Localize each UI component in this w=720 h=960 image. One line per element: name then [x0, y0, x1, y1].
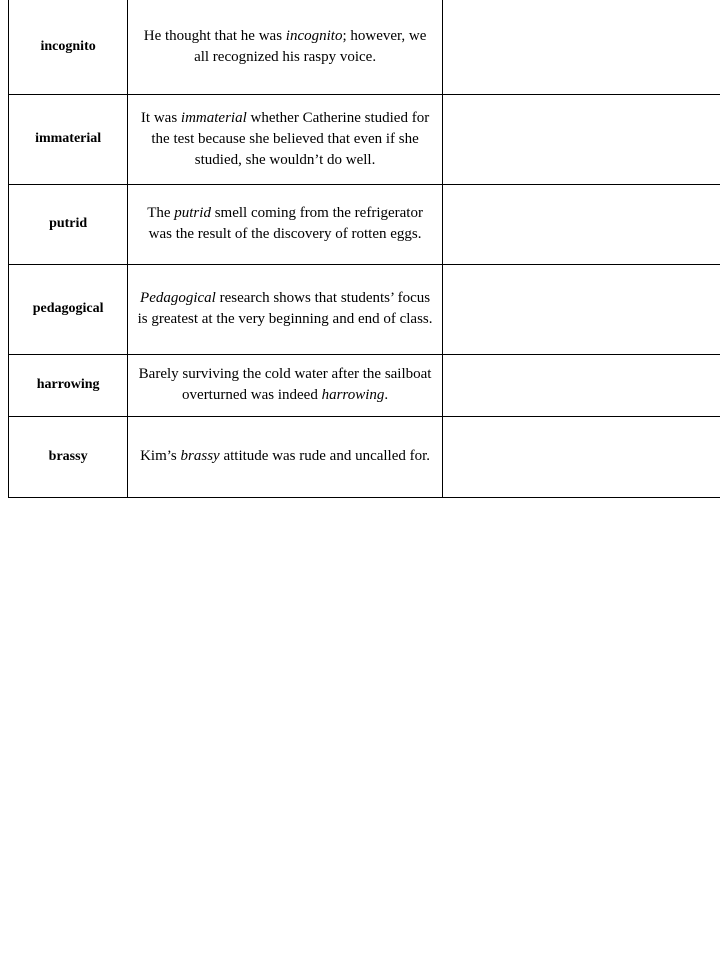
vocab-word-in-sentence: harrowing — [321, 387, 385, 403]
vocab-word-in-sentence: immaterial — [180, 109, 247, 126]
vocab-word-in-sentence: incognito — [285, 27, 343, 44]
example-sentence: Barely surviving the cold water after the sailboat overturned was indeed harrowing. — [128, 354, 443, 416]
table-row — [9, 94, 720, 184]
vocabulary-table — [8, 0, 720, 498]
vocab-word: incognito — [9, 0, 128, 94]
example-sentence: He thought that he was incognito; however, we all recognized his raspy voice. — [128, 0, 443, 94]
table-row — [9, 416, 720, 497]
table-row — [9, 264, 720, 354]
answer-cell[interactable] — [442, 354, 720, 416]
vocab-word: harrowing — [9, 354, 128, 416]
answer-cell[interactable] — [442, 184, 720, 264]
table-row — [9, 184, 720, 264]
answer-cell[interactable] — [442, 94, 720, 184]
answer-cell[interactable] — [442, 264, 720, 354]
vocab-word-in-sentence: putrid — [174, 205, 211, 221]
example-sentence: The putrid smell coming from the refrigerator was the result of the discovery of rotten eggs. — [128, 184, 443, 264]
table-row — [9, 0, 720, 94]
vocab-word-in-sentence: brassy — [180, 448, 220, 464]
answer-cell[interactable] — [442, 0, 720, 94]
example-sentence: It was immaterial whether Catherine studied for the test because she believed that even if she studied, she wouldn’t do well. — [128, 94, 443, 184]
table-row — [9, 354, 720, 416]
vocab-word: putrid — [9, 184, 128, 264]
vocab-word-in-sentence: Pedagogical — [140, 290, 216, 306]
example-sentence: Kim’s brassy attitude was rude and uncalled for. — [128, 416, 443, 497]
vocab-word: pedagogical — [9, 264, 128, 354]
answer-cell[interactable] — [442, 416, 720, 497]
vocab-word: immaterial — [9, 94, 128, 184]
example-sentence: Pedagogical research shows that students’ focus is greatest at the very beginning and end of class. — [128, 264, 443, 354]
vocab-word: brassy — [9, 416, 128, 497]
